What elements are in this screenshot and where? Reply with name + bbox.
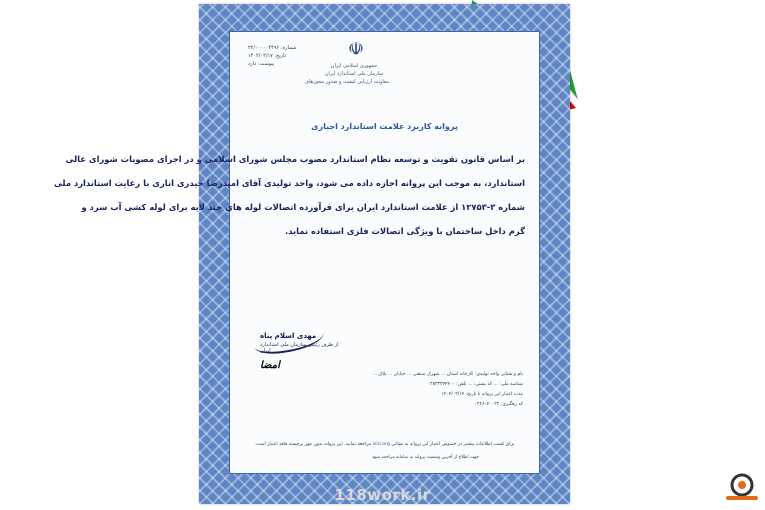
verification-link[interactable]: isiri.org [372,442,390,447]
footer-note: شناسه ملی: ... کد پستی: ... تلفن: ۰۳۸۳۳۳۷۴۴۰۰ [427,382,523,387]
site-logo-icon [722,470,762,504]
signature-block [260,332,350,371]
body-line: شماره ۳-۱۲۷۵۳ از علامت استاندارد ایران برای فرآورده اتصالات لوله های چند لایه برای لوله کشی آب سرد و [81,202,525,212]
handwritten-signature: امضا [260,360,280,371]
issuer-line: معاونت ارزیابی کیفیت و صدور مجوزهای [305,79,389,85]
reference-number: شماره: ۲۲/۰۰۰۰۰۴۴۹۶ [248,45,297,51]
certificate-sheet [53,31,540,474]
verification-line [238,442,531,447]
iran-emblem-icon: ☫ [347,39,365,60]
signatory-role: از طرف رئیس سازمان ملی استاندارد ایران [260,342,339,354]
footer-note: کد رهگیری: ۰۲۲۶۰۴۰۰۲۲ [474,402,523,407]
certificate-body [53,147,525,243]
certificate-frame [53,4,570,504]
verification-text-2: مراجعه نمایید. این پروانه بدون مهر برجسته فاقد اعتبار است. [254,442,372,447]
issuer-line: جمهوری اسلامی ایران [330,63,378,69]
footer-note: مدت اعتبار این پروانه تا تاریخ: ۱۴۰۴/۰۲/۱۷ [441,392,523,397]
body-line: گرم داخل ساختمان با ویژگی اتصالات فلزی استفاده نماید. [284,226,525,236]
footer-note: نام و نشانی واحد تولیدی: کارخانه استان ... شهرک صنعتی ... خیابان ... پلاک ... [372,372,523,377]
reference-date: تاریخ: ۱۴۰۲/۰۲/۱۷ [248,53,287,59]
status-note: جهت اطلاع از آخرین وضعیت پروانه به سامانه مراجعه شود [372,455,479,460]
reference-block [248,44,328,68]
body-line: بر اساس قانون تقویت و توسعه نظام استاندارد مصوب مجلس شورای اسلامی و در اجرای مصوبات شورای عالی [65,154,525,164]
reference-attachment: پیوست: دارد [248,61,275,67]
footer-notes [333,370,523,410]
certificate-title: پروانه کاربرد علامت استاندارد اجباری [311,122,458,131]
verification-text: برای کسب اطلاعات بیشتر در خصوص اعتبار این پروانه به نشانی [391,442,515,447]
issuer-heading [305,62,389,86]
body-line: استاندارد، به موجب این پروانه اجازه داده می شود، واحد تولیدی آقای امیدرضا حیدری اناری با رعایت استاندارد ملی [53,178,525,188]
site-watermark: 118work.ir [334,486,431,504]
signatory-name: مهدی اسلام پناه [260,332,317,340]
issuer-line: سازمان ملی استاندارد ایران [324,71,384,77]
